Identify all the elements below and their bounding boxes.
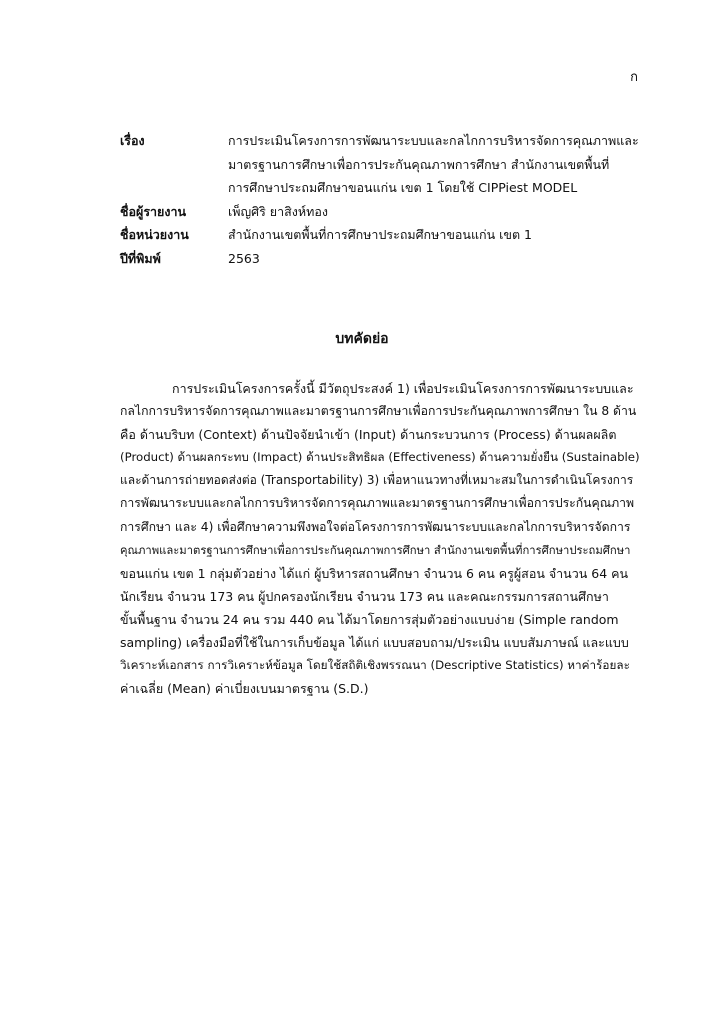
abstract-line: การพัฒนาระบบและกลไกการบริหารจัดการคุณภาพและมาตรฐานการศึกษาเพื่อการประกันคุณภาพ [120,496,635,511]
abstract-line: วิเคราะห์เอกสาร การวิเคราะห์ข้อมูล โดยใช้สถิติเชิงพรรณนา (Descriptive Statistics) หาค่าร้อยละ [120,658,630,673]
abstract-line: sampling) เครื่องมือที่ใช้ในการเก็บข้อมูล ได้แก่ แบบสอบถาม/ประเมิน แบบสัมภาษณ์ และแบบ [120,635,629,651]
abstract-body [120,377,640,700]
year-value: 2563 [228,250,260,266]
abstract-line: ค่าเฉลี่ย (Mean) ค่าเบี่ยงเบนมาตรฐาน (S.D.) [120,681,369,697]
year-row [120,247,640,271]
abstract-line: การประเมินโครงการครั้งนี้ มีวัตถุประสงค์ 1) เพื่อประเมินโครงการการพัฒนาระบบและ [172,381,634,396]
abstract-line: กลไกการบริหารจัดการคุณภาพและมาตรฐานการศึกษาเพื่อการประกันคุณภาพการศึกษา ใน 8 ด้าน [120,404,637,419]
title-value [228,129,640,200]
year-label: ปีที่พิมพ์ [120,250,161,266]
title-label: เรื่อง [120,133,145,148]
document-metadata [120,129,640,270]
abstract-line: นักเรียน จำนวน 173 คน ผู้ปกครองนักเรียน จำนวน 173 คน และคณะกรรมการสถานศึกษา [120,588,609,604]
page-number: ก [630,70,638,85]
title-line: มาตรฐานการศึกษาเพื่อการประกันคุณภาพการศึกษา สำนักงานเขตพื้นที่ [228,156,610,172]
agency-value: สำนักงานเขตพื้นที่การศึกษาประถมศึกษาขอนแก่น เขต 1 [228,227,532,242]
abstract-line: คุณภาพและมาตรฐานการศึกษาเพื่อการประกันคุณภาพการศึกษา สำนักงานเขตพื้นที่การศึกษาประถมศึกษา [120,543,631,557]
abstract-line: คือ ด้านบริบท (Context) ด้านปัจจัยนำเข้า (Input) ด้านกระบวนการ (Process) ด้านผลผลิต [120,427,617,443]
title-line: การศึกษาประถมศึกษาขอนแก่น เขต 1 โดยใช้ CIPPiest MODEL [228,180,578,195]
author-row [120,200,640,224]
abstract-line: ขอนแก่น เขต 1 กลุ่มตัวอย่าง ได้แก่ ผู้บริหารสถานศึกษา จำนวน 6 คน ครูผู้สอน จำนวน 64 คน [120,565,629,581]
author-value: เพ็ญศิริ ยาสิงห์ทอง [228,203,328,219]
abstract-line: ขั้นพื้นฐาน จำนวน 24 คน รวม 440 คน ได้มาโดยการสุ่มตัวอย่างแบบง่าย (Simple random [120,611,619,627]
title-row [120,129,640,200]
abstract-heading: บทคัดย่อ [335,331,389,347]
abstract-line: (Product) ด้านผลกระทบ (Impact) ด้านประสิทธิผล (Effectiveness) ด้านความยั่งยืน (Sustainable) [120,450,640,465]
abstract-line: และด้านการถ่ายทอดส่งต่อ (Transportability) 3) เพื่อหาแนวทางที่เหมาะสมในการดำเนินโครงการ [120,473,634,488]
abstract-line: การศึกษา และ 4) เพื่อศึกษาความพึงพอใจต่อโครงการการพัฒนาระบบและกลไกการบริหารจัดการ [120,519,631,534]
agency-label: ชื่อหน่วยงาน [120,227,189,242]
title-line: การประเมินโครงการการพัฒนาระบบและกลไกการบริหารจัดการคุณภาพและ [228,133,639,148]
agency-row [120,223,640,247]
author-label: ชื่อผู้รายงาน [120,203,187,219]
